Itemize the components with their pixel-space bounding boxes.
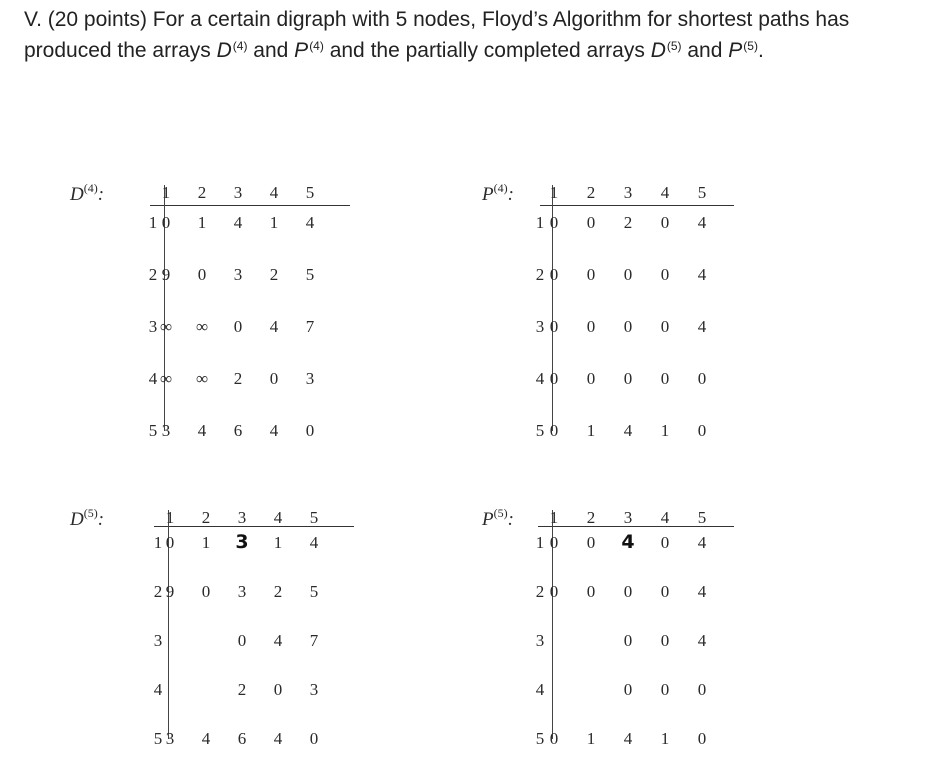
d4-cell-r4c4: 0 [269,369,279,388]
d4-cell-r2c2: 0 [197,265,207,284]
d4-row-header: 5 [148,421,158,440]
matrix-d5 [70,500,319,770]
d4-label-colon: : [97,184,105,205]
p4-cell-r4c4: 0 [660,369,670,388]
p4-cell-r5c2: 1 [586,421,596,440]
matrix-d4 [70,175,315,445]
question-middle: and the partially completed arrays [323,39,651,62]
p5-label-base: P [482,509,494,530]
p5-label-colon: : [507,509,514,530]
p4-col-header: 4 [660,183,670,202]
d4-cell-r5c3: 6 [233,421,243,440]
p4-row-header: 3 [535,317,545,336]
p5-cell-r1c1: 0 [549,533,559,552]
p5-cell-r1c5: 4 [697,533,707,552]
p5-label-sup: (5) [493,506,508,520]
p4-cell-r3c2: 0 [586,317,596,336]
d4-cell-r3c4: 4 [269,317,279,336]
d5-ref-sup: (5) [666,39,682,53]
and-text-1: and [247,39,295,62]
p4-col-header: 2 [586,183,596,202]
question-lead: V. (20 points) For a certain digraph with 5 nodes, Floyd’s Algorithm for shortest paths has produced the arrays [24,8,850,62]
d5-label-base: D [70,509,84,530]
p5-cell-r4c5: 0 [697,680,707,699]
d4-col-header: 5 [305,183,315,202]
p4-cell-r3c1: 0 [549,317,559,336]
d5-cell-r1c3: 3 [235,531,249,553]
p4-header-rule [540,205,734,206]
p4-label-sup: (4) [493,181,508,195]
d4-cell-r1c4: 1 [269,213,279,232]
p5-cell-r5c1: 0 [549,729,559,748]
p5-col-header: 5 [697,508,707,527]
p4-cell-r1c5: 4 [697,213,707,232]
d4-row-header: 3 [148,317,158,336]
d5-cell-r5c2: 4 [201,729,211,748]
p5-ref-sup: (5) [743,39,758,53]
question-text [24,6,924,64]
p5-cell-r2c1: 0 [549,582,559,601]
d5-cell-r5c1: 3 [165,729,175,748]
p4-cell-r5c1: 0 [549,421,559,440]
d4-cell-r1c2: 1 [197,213,207,232]
p4-col-header: 1 [549,183,559,202]
p4-cell-r1c1: 0 [549,213,559,232]
p4-cell-r4c3: 0 [623,369,633,388]
d5-cell-r3c5: 7 [309,631,319,650]
p4-ref-sup: (4) [309,39,324,53]
d4-cell-r3c3: 0 [233,317,243,336]
d5-cell-r3c3: 0 [237,631,247,650]
p5-cell-r5c4: 1 [660,729,670,748]
p4-row-header: 1 [535,213,545,232]
d5-row-header: 4 [153,680,163,699]
d5-cell-r2c5: 5 [309,582,319,601]
p4-ref: P [294,39,309,62]
d4-cell-r3c2: ∞ [195,317,209,336]
d4-ref: D [216,39,232,62]
d5-cell-r4c4: 0 [273,680,283,699]
d4-cell-r5c4: 4 [269,421,279,440]
p5-cell-r3c4: 0 [660,631,670,650]
d5-col-header: 4 [273,508,283,527]
p5-row-header: 2 [535,582,545,601]
d5-cell-r1c1: 0 [165,533,175,552]
p4-row-header: 2 [535,265,545,284]
d5-cell-r2c3: 3 [237,582,247,601]
p5-row-header: 5 [535,729,545,748]
p5-cell-r5c5: 0 [697,729,707,748]
and-text-2: and [681,39,729,62]
d4-cell-r3c1: ∞ [159,317,173,336]
p4-cell-r2c1: 0 [549,265,559,284]
p5-cell-r1c3: 4 [621,531,635,553]
p4-cell-r1c2: 0 [586,213,596,232]
matrix-p4 [482,175,712,445]
p5-cell-r5c3: 4 [623,729,633,748]
p4-col-header: 5 [697,183,707,202]
d5-cell-r4c5: 3 [309,680,319,699]
p4-cell-r2c2: 0 [586,265,596,284]
p5-cell-r1c2: 0 [586,533,596,552]
p5-cell-r2c5: 4 [697,582,707,601]
d4-col-header: 2 [197,183,207,202]
d4-cell-r2c4: 2 [269,265,279,284]
d5-cell-r1c4: 1 [273,533,283,552]
p4-label-base: P [482,184,494,205]
p4-cell-r3c4: 0 [660,317,670,336]
d4-col-header: 3 [233,183,243,202]
p5-cell-r4c4: 0 [660,680,670,699]
p4-cell-r5c5: 0 [697,421,707,440]
d5-col-header: 1 [165,508,175,527]
d4-cell-r4c5: 3 [305,369,315,388]
d5-label-colon: : [97,509,105,530]
p5-row-header: 3 [535,631,545,650]
d4-label [70,181,104,206]
d4-cell-r1c5: 4 [305,213,315,232]
p4-cell-r5c4: 1 [660,421,670,440]
d4-cell-r5c5: 0 [305,421,315,440]
d4-cell-r1c1: 0 [161,213,171,232]
d4-cell-r4c3: 2 [233,369,243,388]
d4-cell-r4c2: ∞ [195,369,209,388]
p4-cell-r3c3: 0 [623,317,633,336]
p4-label-colon: : [507,184,514,205]
p4-row-header: 4 [535,369,545,388]
p4-cell-r2c3: 0 [623,265,633,284]
d4-row-header: 4 [148,369,158,388]
p5-cell-r4c3: 0 [623,680,633,699]
d4-cell-r2c1: 9 [161,265,171,284]
p4-cell-r2c5: 4 [697,265,707,284]
d5-cell-r2c2: 0 [201,582,211,601]
p4-cell-r1c3: 2 [623,213,633,232]
p4-cell-r4c5: 0 [697,369,707,388]
matrix-p5 [482,500,712,770]
d5-cell-r2c1: 9 [165,582,175,601]
p4-cell-r4c1: 0 [549,369,559,388]
d5-cell-r5c3: 6 [237,729,247,748]
p5-cell-r3c5: 4 [697,631,707,650]
d5-col-header: 5 [309,508,319,527]
p5-row-header: 4 [535,680,545,699]
d4-header-rule [150,205,350,206]
p4-cell-r5c3: 4 [623,421,633,440]
d5-cell-r2c4: 2 [273,582,283,601]
d5-cell-r3c4: 4 [273,631,283,650]
d4-cell-r5c2: 4 [197,421,207,440]
p5-cell-r2c3: 0 [623,582,633,601]
d5-row-header: 5 [153,729,163,748]
d4-label-base: D [70,184,84,205]
p5-col-header: 2 [586,508,596,527]
p4-cell-r4c2: 0 [586,369,596,388]
d4-row-header: 2 [148,265,158,284]
d5-col-header: 3 [237,508,247,527]
d5-cell-r4c3: 2 [237,680,247,699]
p4-cell-r2c4: 0 [660,265,670,284]
p5-cell-r1c4: 0 [660,533,670,552]
d5-ref: D [650,39,666,62]
p4-cell-r3c5: 4 [697,317,707,336]
d5-cell-r1c5: 4 [309,533,319,552]
p5-col-header: 3 [623,508,633,527]
d4-cell-r2c5: 5 [305,265,315,284]
d4-ref-sup: (4) [232,39,248,53]
d5-label-sup: (5) [83,506,98,520]
d5-row-header: 2 [153,582,163,601]
d5-col-header: 2 [201,508,211,527]
question-end: . [757,39,764,62]
d4-label-sup: (4) [83,181,98,195]
d4-cell-r3c5: 7 [305,317,315,336]
d5-cell-r5c4: 4 [273,729,283,748]
p5-ref: P [728,39,743,62]
d4-cell-r2c3: 3 [233,265,243,284]
d4-row-header: 1 [148,213,158,232]
p5-cell-r2c4: 0 [660,582,670,601]
p5-cell-r3c3: 0 [623,631,633,650]
d5-label [70,506,104,531]
p5-col-header: 1 [549,508,559,527]
p5-label [482,506,514,531]
p5-col-header: 4 [660,508,670,527]
p4-label [482,181,514,206]
p5-cell-r5c2: 1 [586,729,596,748]
p4-col-header: 3 [623,183,633,202]
d4-cell-r1c3: 4 [233,213,243,232]
d4-col-header: 4 [269,183,279,202]
d4-cell-r5c1: 3 [161,421,171,440]
p4-row-header: 5 [535,421,545,440]
d4-col-header: 1 [161,183,171,202]
d5-cell-r1c2: 1 [201,533,211,552]
d4-cell-r4c1: ∞ [159,369,173,388]
d5-row-header: 1 [153,533,163,552]
d5-row-header: 3 [153,631,163,650]
p4-cell-r1c4: 0 [660,213,670,232]
p5-cell-r2c2: 0 [586,582,596,601]
p5-row-header: 1 [535,533,545,552]
d5-cell-r5c5: 0 [309,729,319,748]
